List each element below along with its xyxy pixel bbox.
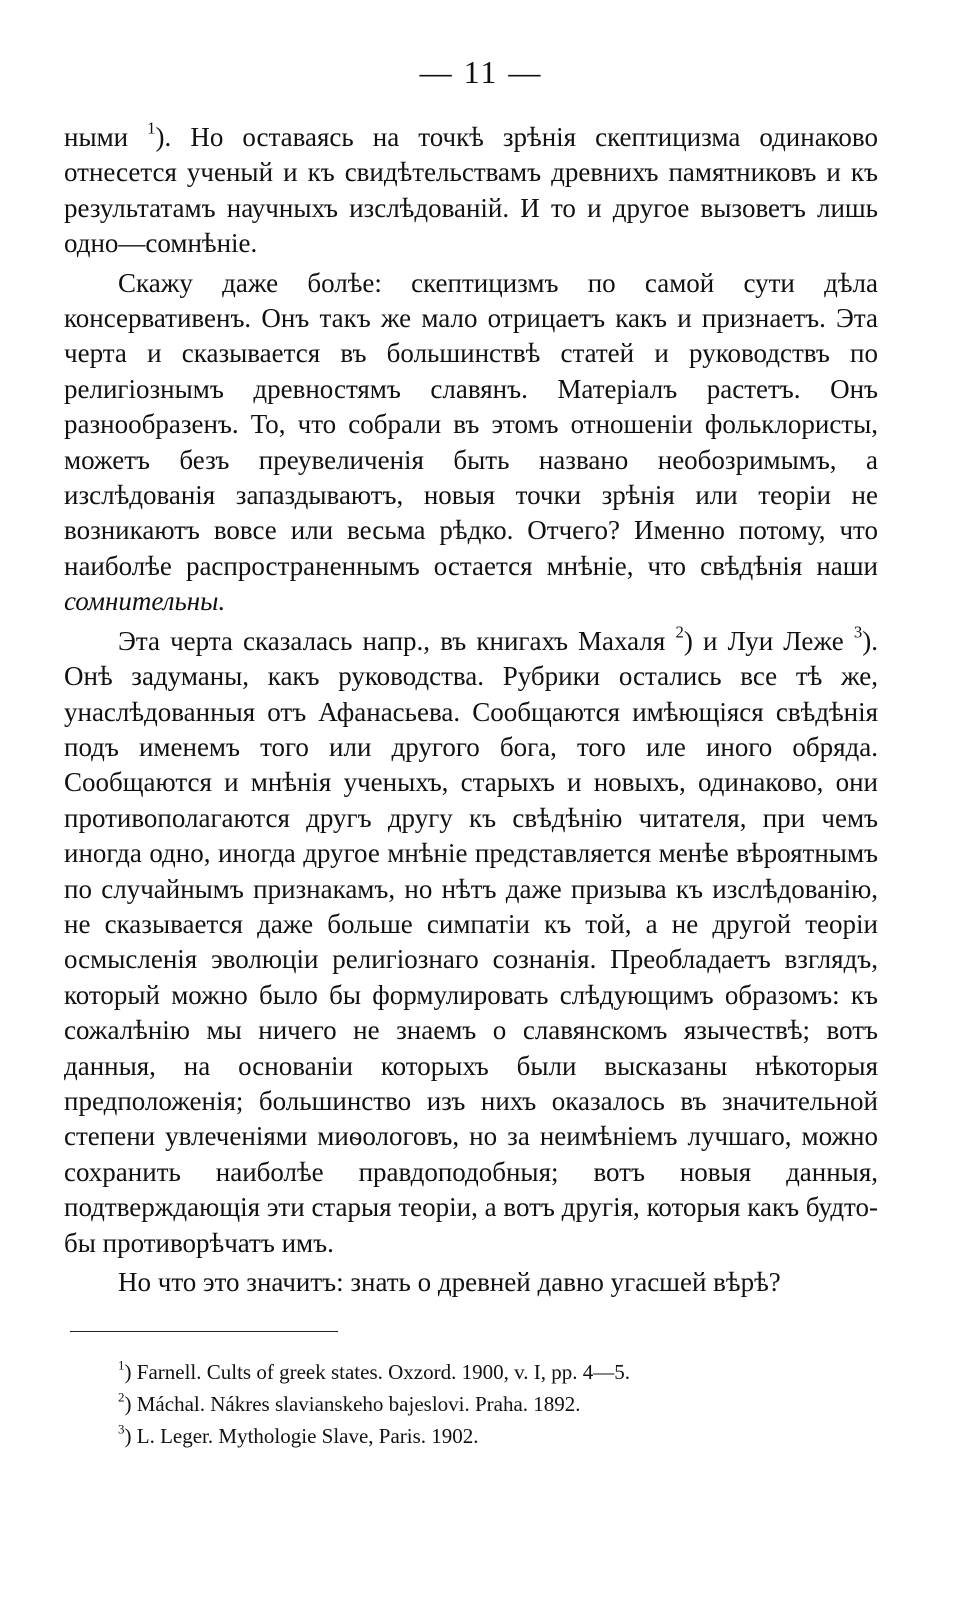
footnote-ref-2: 2	[675, 622, 684, 642]
page-number: — 11 —	[419, 54, 543, 90]
footnote-ref-1: 1	[147, 118, 156, 138]
main-text	[64, 120, 878, 1300]
paragraph-1	[64, 120, 878, 262]
footnote-3	[118, 1420, 878, 1452]
footnote-2	[118, 1388, 878, 1420]
footnote-mark: 1	[118, 1357, 125, 1373]
footnote-divider	[70, 1331, 338, 1332]
paragraph-2-emphasis: сомнительны.	[64, 586, 226, 617]
footnote-mark: 3	[118, 1421, 125, 1437]
paragraph-2-text: Скажу даже болѣе: скептицизмъ по самой сути дѣла консервативенъ. Онъ такъ же мало отрицаетъ какъ и признаетъ. Эта черта и сказывается въ большинствѣ статей и руководствъ по религіознымъ древностямъ славянъ. Матеріалъ растетъ. Онъ разнообразенъ. То, что собрали въ этомъ отношеніи фольклористы, можетъ безъ преувеличенія быть названо необозримымъ, а изслѣдованія запаздываютъ, новыя точки зрѣнія или теоріи не возникаютъ вовсе или весьма рѣдко. Отчего? Именно потому, что наиболѣе распространеннымъ остается мнѣніе, что свѣдѣнія наши	[64, 267, 878, 581]
footnote-text: ) Farnell. Cults of greek states. Oxzord. 1900, v. I, pp. 4—5.	[124, 1360, 630, 1384]
paragraph-4-text: Но что это значитъ: знать о древней давно угасшей вѣрѣ?	[118, 1267, 781, 1297]
paragraph-1-text-after: ). Но оставаясь на точкѣ зрѣнія скептицизма одинаково отнесется ученый и къ свидѣтельствамъ древнихъ памятниковъ и къ результатамъ научныхъ изслѣдованій. И то и другое вызоветъ лишь одно—сомнѣніе.	[64, 122, 878, 259]
footnote-mark: 2	[118, 1389, 125, 1405]
paragraph-4	[64, 1265, 878, 1300]
paragraph-1-text-before: ными	[64, 122, 148, 152]
paragraph-3-text-after: ). Онѣ задуманы, какъ руководства. Рубрики остались все тѣ же, унаслѣдованныя отъ Афанасьева. Сообщаются имѣющіяся свѣдѣнія подъ именемъ того или другого бога, того иле иного обряда. Сообщаются и мнѣнія ученыхъ, старыхъ и новыхъ, одинаково, они противополагаются другъ другу къ свѣдѣнію читателя, при чемъ иногда одно, иногда другое мнѣніе представляется менѣе вѣроятнымъ по случайнымъ признакамъ, но нѣтъ даже призыва къ изслѣдованію, не сказывается даже больше симпатіи къ той, а не другой теоріи осмысленія эволюціи религіознаго сознанія. Преобладаетъ взглядъ, который можно было бы формулировать слѣдующимъ образомъ: къ сожалѣнію мы ничего не знаемъ о славянскомъ язычествѣ; вотъ данныя, на основаніи которыхъ были высказаны нѣкоторыя предположенія; большинство изъ нихъ оказалось въ значительной степени увлеченіями миѳологовъ, но за неимѣніемъ лучшаго, можно сохранить наиболѣе правдоподобныя; вотъ новыя данныя, подтверждающія эти старыя теоріи, а вотъ другія, которыя какъ будто-бы противорѣчатъ имъ.	[64, 625, 878, 1258]
paragraph-3-text-before: Эта черта сказалась напр., въ книгахъ Махаля	[118, 625, 676, 656]
footnote-text: ) Máchal. Nákres slavianskeho bajeslovi. Praha. 1892.	[124, 1392, 581, 1416]
footnote-text: ) L. Leger. Mythologie Slave, Paris. 1902.	[124, 1424, 479, 1448]
footnote-1	[118, 1356, 878, 1388]
paragraph-3-text-mid: ) и Луи Леже	[683, 625, 854, 656]
footnote-ref-3: 3	[853, 622, 863, 642]
footnotes	[118, 1356, 878, 1452]
paragraph-3	[64, 624, 878, 1261]
paragraph-2	[64, 266, 878, 620]
